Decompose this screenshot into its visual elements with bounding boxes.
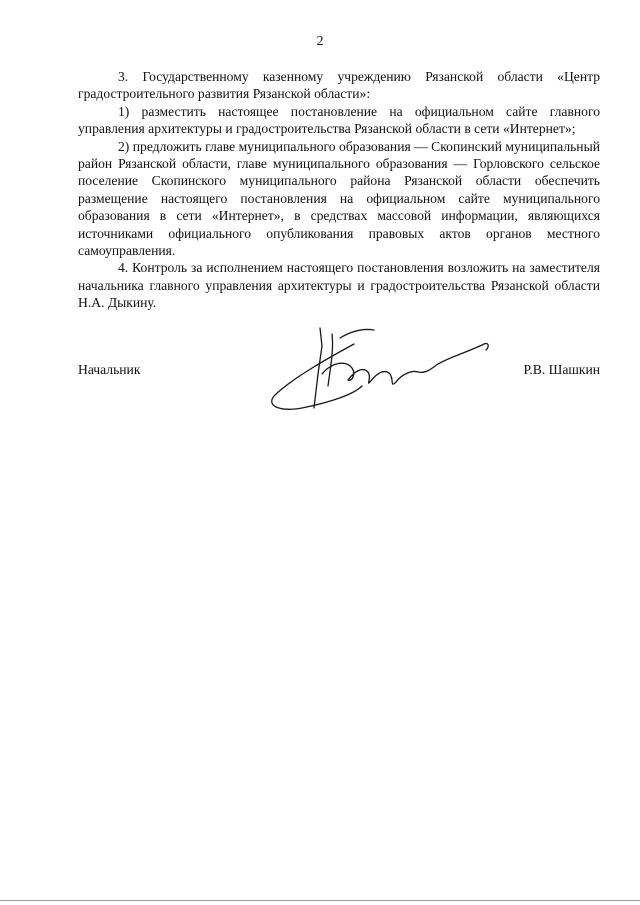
paragraph-item-3: 3. Государственному казенному учреждению Рязанской области «Центр градостроительного развития Рязанской области»:	[78, 69, 600, 102]
page-number: 2	[316, 34, 324, 49]
document-body	[78, 68, 600, 312]
signatory-name: Р.В. Шашкин	[523, 362, 600, 377]
paragraph-item-4: 4. Контроль за исполнением настоящего постановления возложить на заместителя начальника главного управления архитектуры и градостроительства Рязанской области Н.А. Дыкину.	[78, 260, 600, 311]
paragraph-subitem-2: 2) предложить главе муниципального образования — Скопинский муниципальный район Рязанской области, главе муниципального образования — Горловского сельское поселение Скопинского муниципального района Рязанской области обеспечить размещение настоящего постановления на официальном сайте муниципального образования в сети «Интернет», в средствах массовой информации, являющихся источниками официального опубликования правовых актов органов местного самоуправления.	[78, 138, 600, 259]
handwritten-signature	[262, 316, 502, 426]
paragraph-subitem-1: 1) разместить настоящее постановление на официальном сайте главного управления архитектуры и градостроительства Рязанской области в сети «Интернет»;	[78, 103, 600, 137]
signatory-title: Начальник	[78, 362, 141, 377]
page-bottom-edge	[0, 900, 640, 901]
